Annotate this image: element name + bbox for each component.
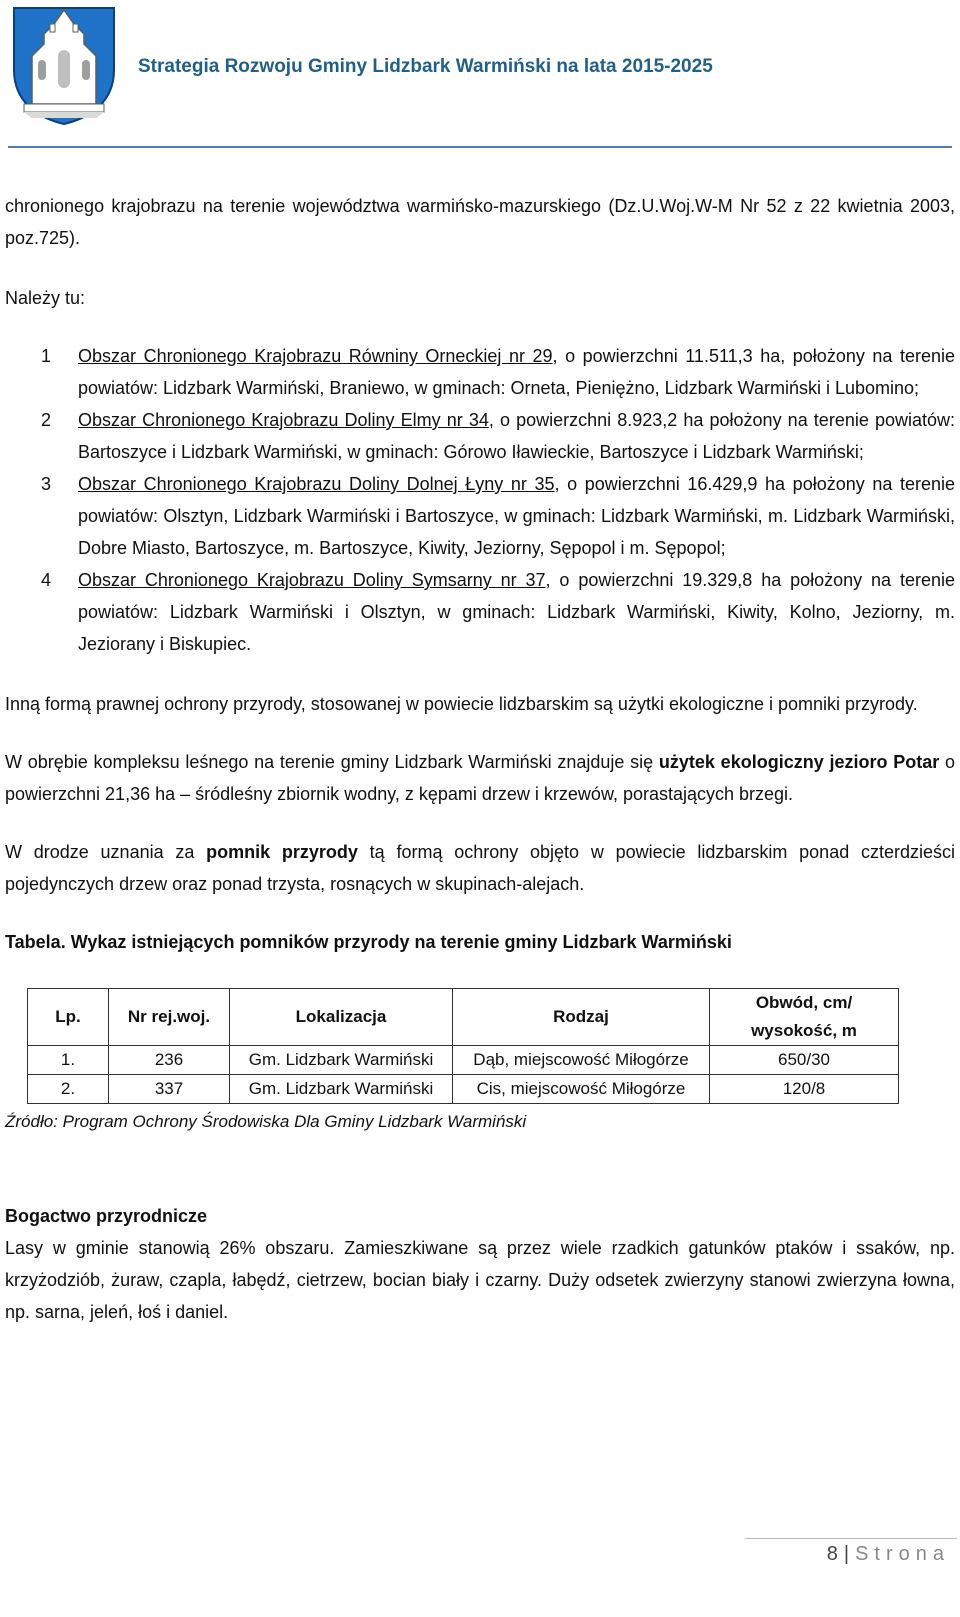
area-description: , o powierzchni 11.511,3 ha, położony na terenie powiatów: Lidzbark Warmiński, Braniewo, w gminach: Orneta, Pieniężno, Lidzbark Warmiński i Lubomino; [78, 346, 956, 398]
cell-obwod: 120/8 [710, 1075, 899, 1104]
coat-of-arms-logo [10, 4, 118, 126]
column-header-nr: Nr rej.woj. [109, 989, 230, 1046]
intro-paragraph: chronionego krajobrazu na terenie województwa warmińsko-mazurskiego (Dz.U.Woj.W-M Nr 52 z 22 kwietnia 2003, poz.725). [5, 196, 955, 248]
area-name: Obszar Chronionego Krajobrazu Równiny Orneckiej nr 29 [78, 346, 553, 366]
table-row [28, 1075, 899, 1104]
cell-obwod: 650/30 [710, 1046, 899, 1075]
list-item-number: 3 [41, 474, 52, 494]
footer-separator: | [843, 1543, 850, 1565]
footer-page-label: Strona [855, 1543, 950, 1565]
column-header-obwod-line2: wysokość, m [751, 1021, 857, 1040]
list-item-text [78, 564, 955, 660]
area-description: , o powierzchni 16.429,9 ha położony na terenie powiatów: Olsztyn, Lidzbark Warmiński i Bartoszyce, w gminach: Lidzbark Warmiński, m. Lidzbark Warmiński, Dobre Miasto, Bartoszyce, m. Bartoszyce, Kiwity, Jeziorny, Sępopol i m. Sępopol; [78, 474, 956, 558]
column-header-obwod [710, 989, 899, 1046]
page-number: 8 [826, 1543, 838, 1565]
protected-areas-list [5, 340, 955, 660]
column-header-rodzaj: Rodzaj [453, 989, 710, 1046]
cell-lp: 2. [28, 1075, 109, 1104]
list-item [5, 564, 955, 660]
list-item-number: 4 [41, 570, 52, 590]
section-heading: Bogactwo przyrodnicze [5, 1206, 208, 1226]
monument-text-bold: pomnik przyrody [206, 842, 358, 862]
list-item-text [78, 340, 955, 404]
lake-text-start: W obrębie kompleksu leśnego na terenie gminy Lidzbark Warmiński znajduje się [5, 752, 659, 772]
table-header-row [28, 989, 899, 1046]
area-name: Obszar Chronionego Krajobrazu Doliny Dolnej Łyny nr 35 [78, 474, 555, 494]
lake-text-end: o powierzchni 21,36 ha – śródleśny zbiornik wodny, z kępami drzew i krzewów, porastających brzegi. [5, 752, 955, 804]
footer-divider [745, 1538, 957, 1539]
monument-text-start: W drodze uznania za [5, 842, 207, 862]
list-item-number: 1 [41, 346, 52, 366]
cell-nr: 337 [109, 1075, 230, 1104]
cell-lp: 1. [28, 1046, 109, 1075]
column-header-lokalizacja: Lokalizacja [230, 989, 453, 1046]
other-forms-paragraph: Inną formą prawnej ochrony przyrody, stosowanej w powiecie lidzbarskim są użytki ekologiczne i pomniki przyrody. [5, 694, 918, 714]
area-description: , o powierzchni 19.329,8 ha położony na terenie powiatów: Lidzbark Warmiński i Olsztyn, w gminach: Lidzbark Warmiński, Kiwity, Kolno, Jeziorny, m. Jeziorany i Biskupiec. [78, 570, 955, 654]
cell-lokalizacja: Gm. Lidzbark Warmiński [230, 1046, 453, 1075]
monument-paragraph [5, 836, 955, 900]
list-item [5, 468, 955, 564]
area-name: Obszar Chronionego Krajobrazu Doliny Elmy nr 34 [78, 410, 489, 430]
table-title: Tabela. Wykaz istniejących pomników przyrody na terenie gminy Lidzbark Warmiński [5, 932, 732, 952]
column-header-lp: Lp. [28, 989, 109, 1046]
column-header-obwod-line1: Obwód, cm/ [755, 993, 853, 1012]
cell-lokalizacja: Gm. Lidzbark Warmiński [230, 1075, 453, 1104]
section-paragraph: Lasy w gminie stanowią 26% obszaru. Zamieszkiwane są przez wiele rzadkich gatunków ptaków i ssaków, np. krzyżodziób, żuraw, czapla, łabędź, cietrzew, bocian biały i czarny. Duży odsetek zwierzyny stanowi zwierzyna łowna, np. sarna, jeleń, łoś i daniel. [5, 1238, 955, 1322]
header-title: Strategia Rozwoju Gminy Lidzbark Warmiński na lata 2015-2025 [138, 56, 713, 77]
lead-text: Należy tu: [5, 288, 86, 308]
list-item-number: 2 [41, 410, 52, 430]
table-row [28, 1046, 899, 1075]
lake-paragraph [5, 746, 955, 810]
list-item-text [78, 404, 955, 468]
list-item [5, 340, 955, 404]
monuments-table [27, 988, 899, 1104]
page-header [0, 0, 960, 150]
list-item [5, 404, 955, 468]
area-description: , o powierzchni 8.923,2 ha położony na terenie powiatów: Bartoszyce i Lidzbark Warmiński, w gminach: Górowo Iławieckie, Bartoszyce i Lidzbark Warmiński; [78, 410, 955, 462]
area-name: Obszar Chronionego Krajobrazu Doliny Symsarny nr 37 [78, 570, 546, 590]
lake-text-bold: użytek ekologiczny jezioro Potar [658, 752, 940, 772]
list-item-text [78, 468, 955, 564]
monument-text-end: tą formą ochrony objęto w powiecie lidzbarskim ponad czterdzieści pojedynczych drzew oraz ponad trzysta, rosnących w skupinach-alejach. [5, 842, 955, 894]
cell-nr: 236 [109, 1046, 230, 1075]
table-source: Źródło: Program Ochrony Środowiska Dla Gminy Lidzbark Warmiński [5, 1112, 527, 1131]
header-divider [8, 146, 952, 148]
cell-rodzaj: Dąb, miejscowość Miłogórze [453, 1046, 710, 1075]
cell-rodzaj: Cis, miejscowość Miłogórze [453, 1075, 710, 1104]
page-footer [827, 1543, 950, 1566]
page-content [5, 190, 955, 1328]
